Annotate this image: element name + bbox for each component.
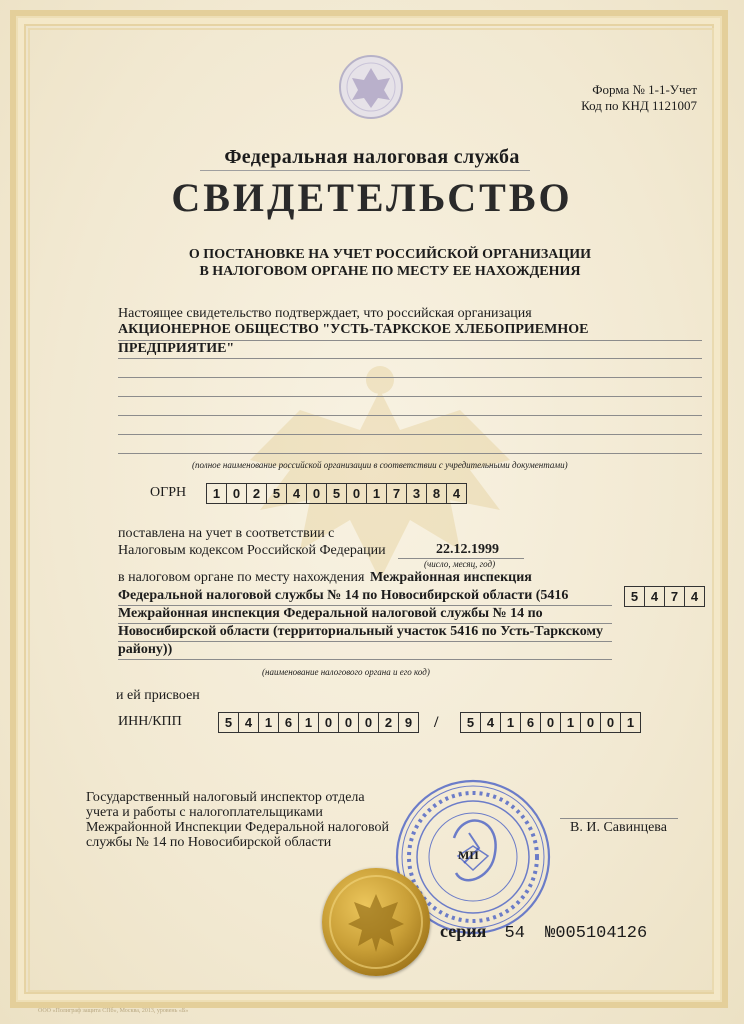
inn-digit: 1 (259, 712, 279, 733)
org-line (118, 358, 702, 359)
authority-line2: Федеральной налоговой службы № 14 по Новосибирской области (5416 (118, 588, 569, 603)
assigned-text: и ей присвоен (116, 688, 200, 703)
inn-digit: 5 (218, 712, 239, 733)
org-line (118, 377, 702, 378)
authority-code-digit: 4 (685, 586, 705, 607)
ogrn-digit: 8 (427, 483, 447, 504)
agency-name: Федеральная налоговая служба (224, 146, 520, 168)
serial-series: 54 (504, 924, 525, 943)
kpp-digit: 0 (601, 712, 621, 733)
inn-digit: 9 (399, 712, 419, 733)
ogrn-digit: 0 (307, 483, 327, 504)
kpp-digit: 4 (481, 712, 501, 733)
kpp-digit: 1 (501, 712, 521, 733)
ogrn-boxes (206, 483, 467, 504)
form-code-line2: Код по КНД 1121007 (581, 98, 697, 113)
ogrn-digit: 2 (247, 483, 267, 504)
inn-digit: 1 (299, 712, 319, 733)
registered-line2: Налоговым кодексом Российской Федерации (118, 543, 386, 558)
inn-kpp-label: ИНН/КПП (118, 714, 182, 729)
ogrn-digit: 0 (227, 483, 247, 504)
document-title: СВИДЕТЕЛЬСТВО (171, 175, 573, 220)
date-caption: (число, месяц, год) (424, 559, 496, 569)
serial-number (440, 921, 647, 943)
authority-line5: району)) (118, 642, 173, 657)
agency-underline (200, 170, 530, 171)
inn-boxes (218, 712, 419, 733)
document-subtitle (0, 246, 744, 280)
org-line (118, 434, 702, 435)
org-caption: (полное наименование российской организации в соответствии с учредительными документами) (192, 460, 568, 470)
ogrn-digit: 4 (447, 483, 467, 504)
inn-digit: 4 (239, 712, 259, 733)
gold-seal-eagle-icon (322, 868, 430, 976)
authority-code-digit: 7 (665, 586, 685, 607)
signature-line (560, 818, 678, 819)
kpp-digit: 6 (521, 712, 541, 733)
org-name-line1: АКЦИОНЕРНОЕ ОБЩЕСТВО "УСТЬ-ТАРКСКОЕ ХЛЕБОПРИЕМНОЕ (118, 322, 589, 337)
inn-digit: 0 (339, 712, 359, 733)
subtitle-line2: В НАЛОГОВОМ ОРГАНЕ ПО МЕСТУ ЕЕ НАХОЖДЕНИЯ (199, 264, 581, 279)
org-line (118, 415, 702, 416)
gold-seal (322, 868, 430, 976)
ogrn-label: ОГРН (150, 485, 187, 500)
kpp-boxes (460, 712, 641, 733)
ogrn-digit: 1 (367, 483, 387, 504)
inspector-title (86, 790, 389, 850)
form-number (581, 82, 697, 114)
inspector-line4: службы № 14 по Новосибирской области (86, 835, 332, 850)
inn-kpp-separator: / (434, 714, 439, 731)
authority-line (118, 641, 612, 642)
hologram-emblem-icon (338, 54, 404, 120)
authority-line3: Межрайонная инспекция Федеральной налоговой службы № 14 по (118, 606, 543, 621)
authority-line (118, 659, 612, 660)
ogrn-digit: 5 (327, 483, 347, 504)
stamp-place-label: МП (458, 848, 479, 862)
registration-date: 22.12.1999 (436, 542, 499, 557)
serial-label: серия (440, 921, 487, 941)
authority-caption: (наименование налогового органа и его код) (262, 667, 430, 677)
authority-code-boxes (624, 586, 705, 607)
serial-number-value: №005104126 (545, 924, 648, 943)
subtitle-line1: О ПОСТАНОВКЕ НА УЧЕТ РОССИЙСКОЙ ОРГАНИЗАЦИИ (188, 247, 592, 262)
confirm-text: Настоящее свидетельство подтверждает, что российская организация (118, 306, 532, 321)
ogrn-digit: 1 (206, 483, 227, 504)
ogrn-digit: 7 (387, 483, 407, 504)
inn-digit: 0 (359, 712, 379, 733)
authority-intro: в налоговом органе по месту нахождения (118, 570, 365, 585)
inn-digit: 6 (279, 712, 299, 733)
ogrn-digit: 0 (347, 483, 367, 504)
inn-digit: 2 (379, 712, 399, 733)
authority-code-digit: 5 (624, 586, 645, 607)
registered-line1: поставлена на учет в соответствии с (118, 526, 335, 541)
authority-line4: Новосибирской области (территориальный участок 5416 по Усть-Таркскому (118, 624, 604, 639)
inspector-line3: Межрайонной Инспекции Федеральной налоговой (86, 820, 389, 835)
authority-code-digit: 4 (645, 586, 665, 607)
ogrn-digit: 5 (267, 483, 287, 504)
authority-line1: Межрайонная инспекция (370, 570, 532, 585)
kpp-digit: 1 (561, 712, 581, 733)
inn-digit: 0 (319, 712, 339, 733)
org-line (118, 453, 702, 454)
kpp-digit: 5 (460, 712, 481, 733)
kpp-digit: 1 (621, 712, 641, 733)
ogrn-digit: 4 (287, 483, 307, 504)
printer-footer: ООО «Полиграф защита СПб», Москва, 2013, уровень «Б» (38, 1008, 189, 1014)
inspector-line2: учета и работы с налогоплательщиками (86, 805, 323, 820)
org-line (118, 396, 702, 397)
org-name-line2: ПРЕДПРИЯТИЕ" (118, 341, 235, 356)
kpp-digit: 0 (541, 712, 561, 733)
form-number-line1: Форма № 1-1-Учет (592, 82, 697, 97)
ogrn-digit: 3 (407, 483, 427, 504)
kpp-digit: 0 (581, 712, 601, 733)
inspector-name: В. И. Савинцева (570, 820, 667, 835)
inspector-line1: Государственный налоговый инспектор отдела (86, 790, 365, 805)
